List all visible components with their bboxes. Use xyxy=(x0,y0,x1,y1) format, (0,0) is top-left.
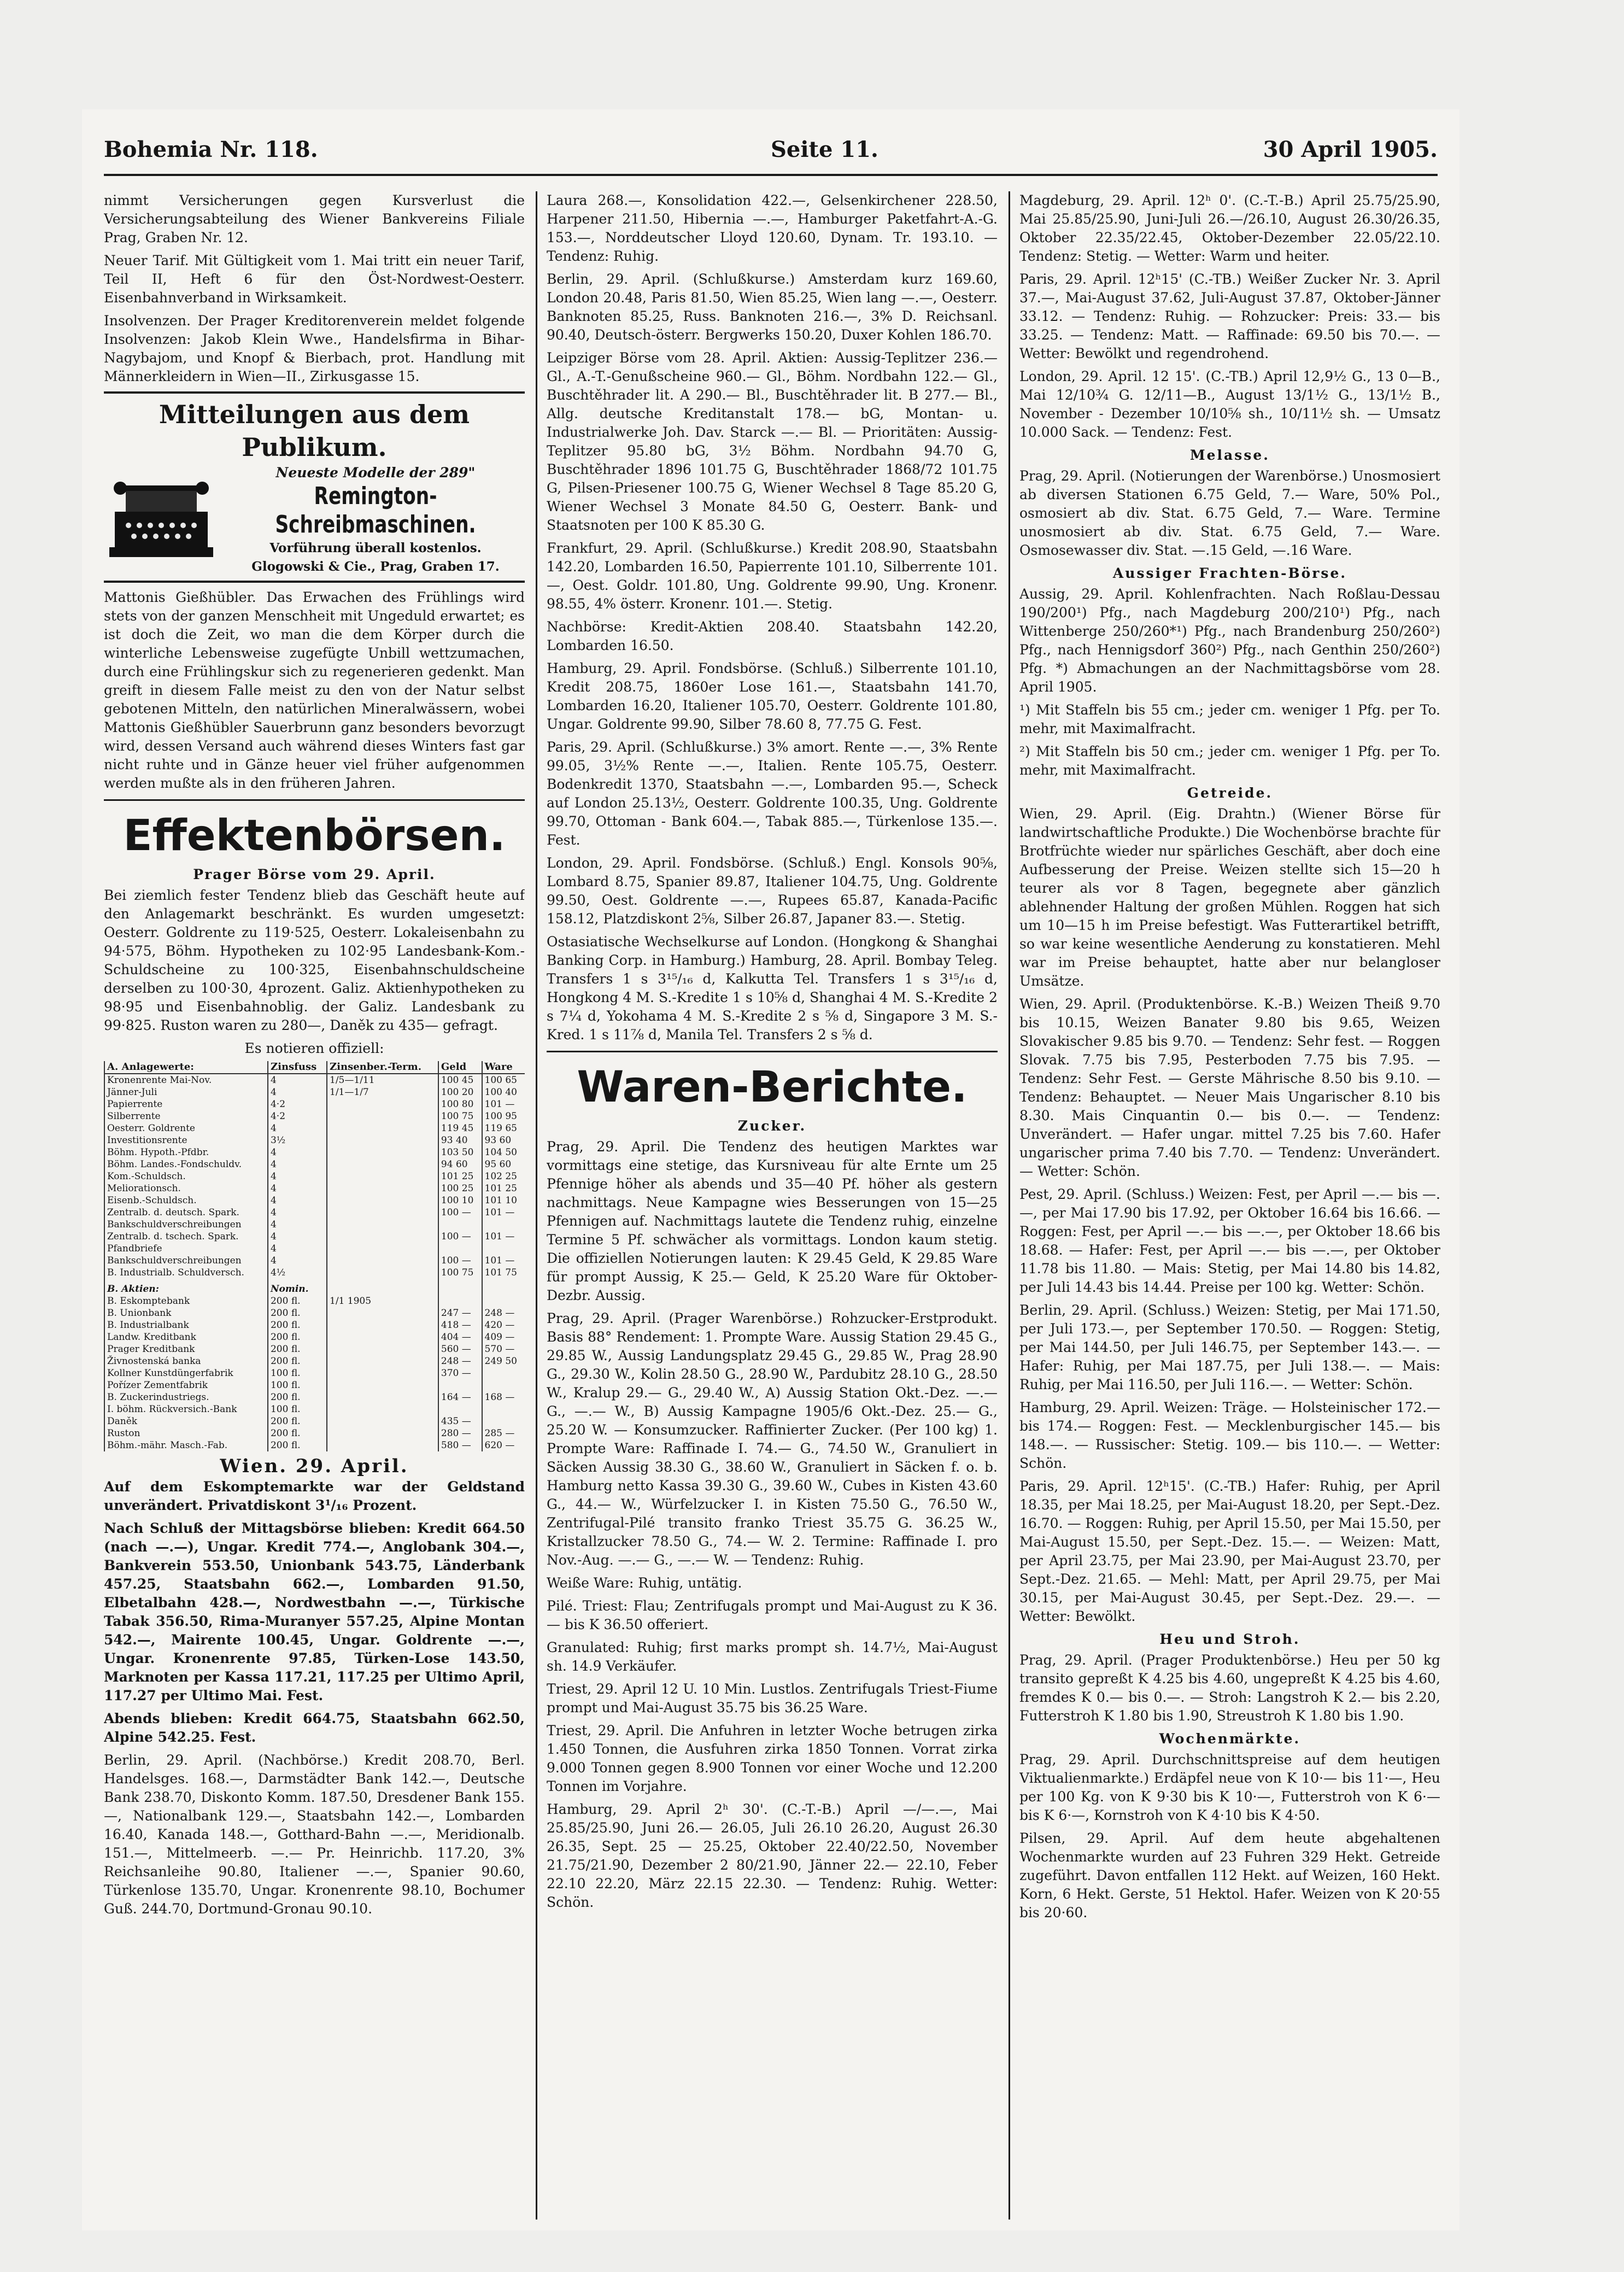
table-cell: 200 fl. xyxy=(268,1391,327,1403)
subsection-title: Melasse. xyxy=(1189,447,1270,463)
table-cell: 409 — xyxy=(482,1331,525,1343)
table-cell xyxy=(482,1379,525,1391)
table-row xyxy=(104,1243,525,1255)
table-cell: 620 — xyxy=(482,1439,525,1451)
paragraph: Paris, 29. April. (Schlußkurse.) 3% amort. Rente —.—, 3% Rente 99.05, 3½% Rente —.—, Italien. Rente 105.75, Oesterr. Bodenkredit 1370, Staatsbahn —.—, Lombarden 95.—, Scheck auf London 25.13½, Oesterr. Goldrente 100.35, Ung. Goldrente 99.70, Ottoman - Bank 604.—, Tabak 885.—, Türkenlose 135.—. Fest. xyxy=(547,739,998,848)
table-cell: 104 50 xyxy=(482,1146,525,1158)
table-row xyxy=(104,1295,525,1307)
table-cell: Oesterr. Goldrente xyxy=(104,1122,268,1134)
subsection-title: Wochenmärkte. xyxy=(1159,1731,1301,1747)
paragraph: Prag, 29. April. Die Tendenz des heutigen Marktes war vormittags eine stetige, das Kursniveau für alte Ernte um 25 Pfennige höher als abends und 35—40 Pf. höher als gestern nachmittags. Neue Kampagne wies Besserungen von 15—25 Pfennigen auf. Nachmittags lautete die Tendenz ruhig, einzelne Termine 5 Pf. schwächer als vormittags. London kaum stetig. Die offiziellen Notierungen lauten: K 29.45 Geld, K 29.85 Ware für prompt Aussig, K 25.— Geld, K 25.20 Ware für Oktober-Dezbr. Aussig. xyxy=(547,1139,998,1303)
table-cell: 1/5—1/11 xyxy=(327,1074,438,1086)
table-row xyxy=(104,1279,525,1295)
paragraph: Nachbörse: Kredit-Aktien 208.40. Staatsbahn 142.20, Lombarden 16.50. xyxy=(547,619,998,653)
table-cell xyxy=(327,1379,438,1391)
table-cell: 1/1 1905 xyxy=(327,1295,438,1307)
paragraph: Weiße Ware: Ruhig, untätig. xyxy=(547,1575,742,1591)
typewriter-icon xyxy=(104,479,219,561)
paragraph: Insolvenzen. Der Prager Kreditorenverein meldet folgende Insolvenzen: Jakob Klein Wwe., Handelsfirma in Bihar-Nagybajom, und Knopf & Bierbach, prot. Handlung mit Männerkleidern in Wien—II., Zirkusgasse 15. xyxy=(104,313,525,384)
table-cell xyxy=(327,1219,438,1231)
table-row xyxy=(104,1231,525,1243)
table-cell: 370 — xyxy=(438,1367,482,1379)
divider xyxy=(547,1051,998,1052)
paragraph: Prag, 29. April. (Prager Warenbörse.) Rohzucker-Erstprodukt. Basis 88° Rendement: 1. Prompte Ware. Aussig Station 29.45 G., 29.85 W., Aussig Landungsplatz 29.45 G., 29.85 W., Prag 28.90 G., 29.30 W., Kolin 28.50 G., 28.90 W., Pardubitz 28.10 G., 28.50 W., Kralup 29.— G., 29.40 W., A) Aussig Station Okt.-Dez. —.— G., —.— W., B) Aussig Kampagne 1905/6 Okt.-Dez. 25.— G., 25.20 W. — Konsumzucker. Raffinierter Zucker. (Per 100 kg) 1. Prompte Ware: Raffinade I. 74.— G., 74.50 W., Granuliert in Säcken Aussig 38.30 G., 38.60 W., Granuliert in Säcken f. o. b. Hamburg netto Kassa 39.30 G., 39.60 W., Cubes in Kisten 43.60 G., 44.— W., Würfelzucker I. in Kisten 75.50 G., 76.50 W., Zentrifugal-Pilé transito franko Triest 35.75 G. 36.25 W., Kristallzucker 78.50 G., 74.— W. 2. Termine: Raffinade I. pro Nov.-Aug. —.— G., —.— W. — Tendenz: Ruhig. xyxy=(547,1310,998,1568)
table-cell xyxy=(327,1146,438,1158)
subsection-title: Zucker. xyxy=(737,1118,807,1134)
table-cell: 101 10 xyxy=(482,1194,525,1207)
table-cell: Pfandbriefe xyxy=(104,1243,268,1255)
table-cell: 200 fl. xyxy=(268,1343,327,1355)
paragraph: Abends blieben: Kredit 664.75, Staatsbahn 662.50, Alpine 542.25. Fest. xyxy=(104,1711,525,1745)
paragraph: Pest, 29. April. (Schluss.) Weizen: Fest, per April —.— bis —.—, per Mai 17.90 bis 17.92, per Oktober 16.64 bis 16.66. — Roggen: Fest, per April —.— bis —.—, per Oktober 18.66 bis 18.68. — Hafer: Fest, per April —.— bis —.—, per Oktober 11.78 bis 11.80. — Mais: Stetig, per Mai 14.80 bis 14.82, per Juli 14.43 bis 14.44. Preise per 100 kg. Wetter: Schön. xyxy=(1019,1186,1440,1295)
table-cell xyxy=(327,1194,438,1207)
table-cell xyxy=(327,1182,438,1194)
table-cell xyxy=(327,1231,438,1243)
table-cell: Bankschuldverschreibungen xyxy=(104,1219,268,1231)
table-cell: 200 fl. xyxy=(268,1319,327,1331)
table-cell: Ruston xyxy=(104,1427,268,1439)
table-cell: 570 — xyxy=(482,1343,525,1355)
table-cell: Zentralb. d. tschech. Spark. xyxy=(104,1231,268,1243)
table-row xyxy=(104,1194,525,1207)
table-row xyxy=(104,1182,525,1194)
table-cell: I. böhm. Rückversich.-Bank xyxy=(104,1403,268,1415)
page-number: Seite 11. xyxy=(771,137,878,162)
table-cell: 200 fl. xyxy=(268,1307,327,1319)
table-cell xyxy=(482,1243,525,1255)
table-cell: 94 60 xyxy=(438,1158,482,1170)
table-cell: 100 40 xyxy=(482,1086,525,1098)
table-header: A. Anlagewerte: xyxy=(104,1061,268,1074)
paragraph: Auf dem Eskomptemarkte war der Geldstand unverändert. Privatdiskont 3¹/₁₆ Prozent. xyxy=(104,1479,525,1513)
table-cell: 4 xyxy=(268,1231,327,1243)
table-body-anlagewerte xyxy=(104,1074,525,1279)
table-row xyxy=(104,1427,525,1439)
paragraph: Berlin, 29. April. (Schlußkurse.) Amsterdam kurz 169.60, London 20.48, Paris 81.50, Wien 85.25, Wien lang —.—, Oesterr. Banknoten 85.25, Russ. Banknoten 216.—, 3% D. Reichsanl. 90.40, Deutsch-österr. Bergwerks 150.20, Duxer Kohlen 186.70. xyxy=(547,271,998,343)
table-cell: Böhm. Hypoth.-Pfdbr. xyxy=(104,1146,268,1158)
paragraph: Pilé. Triest: Flau; Zentrifugals prompt und Mai-August zu K 36.— bis K 36.50 offeriert. xyxy=(547,1598,998,1632)
table-cell: 100 20 xyxy=(438,1086,482,1098)
table-row xyxy=(104,1331,525,1343)
table-row xyxy=(104,1146,525,1158)
table-row xyxy=(104,1110,525,1122)
paragraph: Prag, 29. April. (Prager Produktenbörse.) Heu per 50 kg transito gepreßt K 4.25 bis 4.60, ungepreßt K 4.25 bis 4.60, fremdes K 0.— bis 0.—. — Stroh: Langstroh K 2.— bis 2.20, Futterstroh K 1.80 bis 1.90, Streustroh K 1.80 bis 1.90. xyxy=(1019,1652,1440,1724)
remington-advertisement xyxy=(104,391,525,583)
table-row xyxy=(104,1098,525,1110)
column-2 xyxy=(547,191,998,2220)
table-cell xyxy=(482,1367,525,1379)
paragraph: nimmt Versicherungen gegen Kursverlust die Versicherungsabteilung des Wiener Bankvereins Filiale Prag, Graben Nr. 12. xyxy=(104,192,525,245)
paragraph: Berlin, 29. April. (Schluss.) Weizen: Stetig, per Mai 171.50, per Juli 173.—, per September 170.50. — Roggen: Stetig, per Mai 144.50, per Juli 146.75, per September 143.—. — Hafer: Ruhig, per Mai 187.75, per Juli 138.—. — Mais: Ruhig, per Mai 116.50, per Juli 116.—. — Wetter: Schön. xyxy=(1019,1302,1440,1392)
table-cell: 4·2 xyxy=(268,1098,327,1110)
table-cell: 101 75 xyxy=(482,1267,525,1279)
table-cell: 4 xyxy=(268,1146,327,1158)
table-cell xyxy=(327,1319,438,1331)
table-cell xyxy=(327,1207,438,1219)
paragraph: Nach Schluß der Mittagsbörse blieben: Kredit 664.50 (nach —.—), Ungar. Kredit 774.—, Anglobank 304.—, Bankverein 553.50, Unionbank 543.75, Länderbank 457.25, Staatsbahn 662.—, Lombarden 91.50, Elbetalbahn 428.—, Nordwestbahn —.—, Türkische Tabak 356.50, Rima-Muranyer 557.25, Alpine Montan 542.—, Mairente 100.45, Ungar. Goldrente —.—, Ungar. Kronenrente 97.85, Türken-Lose 143.50, Marknoten per Kassa 117.21, 117.25 per Ultimo April, 117.27 per Ultimo Mai. Fest. xyxy=(104,1520,525,1703)
section-title-effektenboersen: Effektenbörsen. xyxy=(123,811,506,860)
table-row xyxy=(104,1134,525,1146)
newspaper-page xyxy=(82,109,1459,2230)
table-row xyxy=(104,1355,525,1367)
table-cell: 100 65 xyxy=(482,1074,525,1086)
table-cell: B. Unionbank xyxy=(104,1307,268,1319)
table-cell xyxy=(438,1379,482,1391)
subsection-title: Getreide. xyxy=(1187,785,1273,801)
paragraph: Hamburg, 29. April. Fondsbörse. (Schluß.) Silberrente 101.10, Kredit 208.75, 1860er Lose 161.—, Staatsbahn 141.70, Lombarden 16.20, Italiener 105.70, Oesterr. Goldrente 101.80, Ungar. Goldrente 99.90, Silber 78.60 8, 77.75 G. Fest. xyxy=(547,660,998,732)
table-cell: 247 — xyxy=(438,1307,482,1319)
table-cell: 119 65 xyxy=(482,1122,525,1134)
table-cell xyxy=(327,1134,438,1146)
table-cell: Prager Kreditbank xyxy=(104,1343,268,1355)
table-cell: Papierrente xyxy=(104,1098,268,1110)
table-cell: 93 60 xyxy=(482,1134,525,1146)
table-cell: 95 60 xyxy=(482,1158,525,1170)
table-cell: B. Aktien: xyxy=(104,1279,268,1295)
table-row xyxy=(104,1170,525,1182)
table-cell xyxy=(327,1439,438,1451)
quotation-table xyxy=(104,1061,525,1451)
paragraph: Prag, 29. April. Durchschnittspreise auf dem heutigen Viktualienmarkte.) Erdäpfel neue von K 10·— bis 11·—, Heu per 100 Kg. von K 9·30 bis K 10·—, Futterstroh von K 6·— bis K 6·—, Kornstroh von K 4·10 bis K 4·50. xyxy=(1019,1752,1440,1823)
table-cell: 285 — xyxy=(482,1427,525,1439)
table-cell: 200 fl. xyxy=(268,1295,327,1307)
table-cell: Zentralb. d. deutsch. Spark. xyxy=(104,1207,268,1219)
paragraph: London, 29. April. Fondsbörse. (Schluß.) Engl. Konsols 90⅝, Lombard 8.75, Spanier 89.87, Italiener 104.75, Ung. Goldrente 99.50, Oest. Goldrente —.—, Rupees 65.87, Kanada-Pacific 158.12, Platzdiskont 2⅝, Silber 26.87, Japaner 83.—. Stetig. xyxy=(547,855,998,927)
table-cell xyxy=(438,1295,482,1307)
table-cell xyxy=(327,1355,438,1367)
table-cell: 101 — xyxy=(482,1231,525,1243)
table-cell: Eisenb.-Schuldsch. xyxy=(104,1194,268,1207)
table-cell: 4 xyxy=(268,1074,327,1086)
table-cell xyxy=(327,1267,438,1279)
table-cell: 4 xyxy=(268,1182,327,1194)
table-row xyxy=(104,1415,525,1427)
paragraph: Wien, 29. April. (Produktenbörse. K.-B.) Weizen Theiß 9.70 bis 10.15, Weizen Banater 9.80 bis 9.65, Weizen Slovakischer 9.85 bis 9.70. — Tendenz: Sehr fest. — Roggen Slovak. 7.75 bis 7.95, Pesterboden 7.75 bis 7.95. — Tendenz: Sehr Fest. — Gerste Mährische 8.50 bis 9.10. — Tendenz: Behauptet. — Neuer Mais Ungarischer 8.10 bis 8.30. Mais Cinquantin 0.— bis 0.—. — Tendenz: Unverändert. — Hafer ungar. mittel 7.25 bis 7.60. Hafer ungarischer prima 7.40 bis 7.70. — Tendenz: Unverändert. — Wetter: Schön. xyxy=(1019,996,1440,1179)
masthead-left: Bohemia Nr. 118. xyxy=(104,137,318,162)
table-cell: Kronenrente Mai-Nov. xyxy=(104,1074,268,1086)
table-cell: 200 fl. xyxy=(268,1331,327,1343)
table-cell: Pořízer Zementfabrik xyxy=(104,1379,268,1391)
table-header: Zinsenber.-Term. xyxy=(327,1061,438,1074)
table-cell: 100 25 xyxy=(438,1182,482,1194)
table-cell: 100 75 xyxy=(438,1110,482,1122)
table-cell: 580 — xyxy=(438,1439,482,1451)
table-header: Ware xyxy=(482,1061,525,1074)
issue-date: 30 April 1905. xyxy=(1263,137,1438,162)
table-cell xyxy=(327,1307,438,1319)
column-3 xyxy=(1019,191,1440,2220)
table-cell xyxy=(438,1279,482,1295)
table-cell: 420 — xyxy=(482,1319,525,1331)
table-cell: 100 80 xyxy=(438,1098,482,1110)
table-cell: 101 — xyxy=(482,1207,525,1219)
table-cell: B. Eskomptebank xyxy=(104,1295,268,1307)
table-cell: Investitionsrente xyxy=(104,1134,268,1146)
table-row xyxy=(104,1255,525,1267)
table-cell: 100 10 xyxy=(438,1194,482,1207)
table-cell xyxy=(482,1415,525,1427)
table-cell: B. Industrialbank xyxy=(104,1319,268,1331)
table-cell xyxy=(327,1170,438,1182)
table-cell xyxy=(438,1243,482,1255)
table-row xyxy=(104,1267,525,1279)
paragraph: Laura 268.—, Konsolidation 422.—, Gelsenkirchener 228.50, Harpener 211.50, Hibernia —.—, Hamburger Paketfahrt-A.-G. 153.—, Norddeutscher Lloyd 120.60, Dynam. Tr. 193.10. — Tendenz: Ruhig. xyxy=(547,192,998,264)
page-header xyxy=(104,131,1438,169)
table-row xyxy=(104,1379,525,1391)
paragraph: Hamburg, 29. April 2ʰ 30'. (C.-T.-B.) April —/—.—, Mai 25.85/25.90, Juni 26.— 26.05, Juli 26.10 26.20, August 26.30 26.35, Sept. 25 — 25.25, Oktober 22.40/22.50, November 21.75/21.90, Dezember 2 80/21.90, Jänner 22.— 22.10, Feber 22.10 22.20, März 22.15 22.30. — Tendenz: Ruhig. Wetter: Schön. xyxy=(547,1801,998,1910)
table-cell: 164 — xyxy=(438,1391,482,1403)
table-cell: 4 xyxy=(268,1243,327,1255)
table-cell: 418 — xyxy=(438,1319,482,1331)
table-row xyxy=(104,1319,525,1331)
table-cell: 200 fl. xyxy=(268,1439,327,1451)
column-1 xyxy=(104,191,525,2220)
table-row xyxy=(104,1158,525,1170)
table-cell: 4 xyxy=(268,1122,327,1134)
ad-headline: Remington-Schreibmaschinen. xyxy=(275,482,476,538)
table-cell: 4·2 xyxy=(268,1110,327,1122)
table-header: Geld xyxy=(438,1061,482,1074)
paragraph: Magdeburg, 29. April. 12ʰ 0'. (C.-T.-B.) April 25.75/25.90, Mai 25.85/25.90, Juni-Juli 26.—/26.10, August 26.30/26.35, Oktober 22.35/22.45, Oktober-Dezember 22.05/22.10. Tendenz: Stetig. — Wetter: Warm und heiter. xyxy=(1019,192,1440,264)
paragraph: Aussig, 29. April. Kohlenfrachten. Nach Roßlau-Dessau 190/200¹) Pfg., nach Magdeburg 200/210¹) Pfg., nach Wittenberge 250/260*¹) Pfg., nach Brandenburg 250/260²) Pfg., nach Hennigsdorf 360²) Pfg., nach Genthin 250/260²) Pfg. *) Abmachungen an der Nachmittagsbörse vom 28. April 1905. xyxy=(1019,586,1440,695)
table-cell: Živnostenská banka xyxy=(104,1355,268,1367)
paragraph: Bei ziemlich fester Tendenz blieb das Geschäft heute auf den Anlagemarkt beschränkt. Es wurden umgesetzt: Oesterr. Goldrente zu 119·525, Oesterr. Lokaleisenbahn zu 94·575, Böhm. Hypotheken zu 102·95 Landesbank-Kom.-Schuldscheine zu 100·325, Eisenbahnschuldscheine derselben zu 100·30, 4prozent. Galiz. Aktienhypotheken zu 98·95 und Eisenbahnoblig. der Galiz. Landesbank zu 99·825. Ruston waren zu 280—, Daněk zu 435— gefragt. xyxy=(104,887,525,1033)
table-cell xyxy=(327,1255,438,1267)
table-cell: 100 — xyxy=(438,1231,482,1243)
table-cell: 248 — xyxy=(482,1307,525,1319)
table-cell: 4 xyxy=(268,1170,327,1182)
table-cell xyxy=(482,1295,525,1307)
table-row xyxy=(104,1343,525,1355)
subsection-title: Heu und Stroh. xyxy=(1159,1631,1300,1647)
table-cell: 100 75 xyxy=(438,1267,482,1279)
subsection-title: Wien. 29. April. xyxy=(220,1455,409,1477)
table-cell: Jänner-Juli xyxy=(104,1086,268,1098)
table-cell xyxy=(327,1098,438,1110)
table-cell xyxy=(482,1279,525,1295)
table-cell: 4½ xyxy=(268,1267,327,1279)
table-row xyxy=(104,1391,525,1403)
paragraph: Granulated: Ruhig; first marks prompt sh. 14.7½, Mai-August sh. 14.9 Verkäufer. xyxy=(547,1639,998,1674)
table-cell: 200 fl. xyxy=(268,1355,327,1367)
table-cell xyxy=(327,1331,438,1343)
ad-line: Vorführung überall kostenlos. xyxy=(269,541,482,555)
table-cell xyxy=(482,1219,525,1231)
subsection-title: Aussiger Frachten-Börse. xyxy=(1112,565,1347,581)
header-rule xyxy=(104,174,1438,176)
table-cell: 103 50 xyxy=(438,1146,482,1158)
table-row xyxy=(104,1086,525,1098)
table-cell: 4 xyxy=(268,1086,327,1098)
section-title-waren-berichte: Waren-Berichte. xyxy=(577,1063,968,1112)
table-cell xyxy=(327,1391,438,1403)
table-cell: 404 — xyxy=(438,1331,482,1343)
table-row xyxy=(104,1219,525,1231)
paragraph: Triest, 29. April. Die Anfuhren in letzter Woche betrugen zirka 1.450 Tonnen, die Ausfuhren zirka 1850 Tonnen. Vorrat zirka 9.000 Tonnen gegen 8.900 Tonnen vor einer Woche und 12.200 Tonnen im Vorjahre. xyxy=(547,1723,998,1794)
paragraph: London, 29. April. 12 15'. (C.-TB.) April 12,9½ G., 13 0—B., Mai 12/10¾ G. 12/11—B., August 13/1½ G., 13/1½ B., November - Dezember 10/10⅝ sh., 10/11½ sh. — Umsatz 10.000 Sack. — Tendenz: Fest. xyxy=(1019,368,1440,440)
table-cell: 93 40 xyxy=(438,1134,482,1146)
table-cell: 248 — xyxy=(438,1355,482,1367)
table-cell: 101 — xyxy=(482,1098,525,1110)
paragraph: Leipziger Börse vom 28. April. Aktien: Aussig-Teplitzer 236.— Gl., A.-T.-Genußscheine 960.— Gl., Böhm. Nordbahn 122.— Gl., Buschtěhrader lit. A 290.— Bl., Buschtěhrader lit. B 277.— Bl., Allg. deutsche Kreditanstalt 178.— bG, Montan- u. Industrialwerke Joh. Dav. Starck —.— Bl. — Prioritäten: Aussig-Teplitzer 95.80 bG, 3½ Böhm. Nordbahn 94.70 G, Buschtěhrader 1896 101.75 G, Buschtěhrader 1868/72 101.75 G, Pilsen-Priesener 100.75 G, Wiener Wechsel 8 Tage 85.20 G, Wiener Wechsel 3 Monate 84.50 G, Oesterr. Bank- und Staatsnoten per 100 K 85.30 G. xyxy=(547,350,998,533)
table-cell xyxy=(327,1110,438,1122)
table-body-aktien xyxy=(104,1295,525,1451)
table-cell xyxy=(438,1219,482,1231)
table-cell: Böhm. Landes.-Fondschuldv. xyxy=(104,1158,268,1170)
paragraph: ²) Mit Staffeln bis 50 cm.; jeder cm. weniger 1 Pfg. per To. mehr, mit Maximalfracht. xyxy=(1019,743,1440,778)
table-cell: Bankschuldverschreibungen xyxy=(104,1255,268,1267)
divider xyxy=(104,799,525,801)
table-cell: 4 xyxy=(268,1255,327,1267)
table-cell: 101 25 xyxy=(438,1170,482,1182)
ad-address: Glogowski & Cie., Prag, Graben 17. xyxy=(251,559,500,574)
paragraph: Paris, 29. April. 12ʰ15' (C.-TB.) Weißer Zucker Nr. 3. April 37.—, Mai-August 37.62, Juli-August 37.87, Oktober-Jänner 33.12. — Tendenz: Ruhig. — Rohzucker: Preis: 33.— bis 33.25. — Tendenz: Matt. — Raffinade: 69.50 bis 70.—. — Wetter: Bewölkt und regendrohend. xyxy=(1019,271,1440,361)
ad-line: Neueste Modelle der 289" xyxy=(275,465,476,481)
table-cell: Meliorationsch. xyxy=(104,1182,268,1194)
table-cell: 100 — xyxy=(438,1255,482,1267)
table-cell: B. Zuckerindustriegs. xyxy=(104,1391,268,1403)
paragraph: Hamburg, 29. April. Weizen: Träge. — Holsteinischer 172.— bis 174.— Roggen: Fest. — Mecklenburgischer 145.— bis 148.—. — Russischer: Stetig. 109.— bis 110.—. — Wetter: Schön. xyxy=(1019,1399,1440,1471)
table-cell: 102 25 xyxy=(482,1170,525,1182)
table-cell: 100 fl. xyxy=(268,1367,327,1379)
table-cell xyxy=(327,1243,438,1255)
table-row xyxy=(104,1439,525,1451)
table-row xyxy=(104,1307,525,1319)
table-cell: 100 45 xyxy=(438,1074,482,1086)
table-cell: 4 xyxy=(268,1207,327,1219)
paragraph: Prag, 29. April. (Notierungen der Warenbörse.) Unosmosiert ab diversen Stationen 6.75 Geld, 7.— Ware, 50% Pol., osmosiert ab div. Stat. 6.75 Geld, 7.— Ware. Termine unosmosiert ab div. Stat. 6.75 Geld, 7.— Ware. Osmosewasser div. Stat. —.15 Geld, —.16 Ware. xyxy=(1019,468,1440,558)
table-caption: Es notieren offiziell: xyxy=(244,1040,384,1056)
table-row xyxy=(104,1122,525,1134)
table-cell: 3½ xyxy=(268,1134,327,1146)
table-cell: 4 xyxy=(268,1194,327,1207)
table-cell: Silberrente xyxy=(104,1110,268,1122)
table-header: Zinsfuss xyxy=(268,1061,327,1074)
table-cell: 101 25 xyxy=(482,1182,525,1194)
table-cell xyxy=(327,1403,438,1415)
table-cell: 4 xyxy=(268,1219,327,1231)
paragraph: Pilsen, 29. April. Auf dem heute abgehaltenen Wochenmarkte wurden auf 23 Fuhren 329 Hekt. Getreide zugeführt. Davon entfallen 112 Hekt. auf Weizen, 160 Hekt. Korn, 6 Hekt. Gerste, 51 Hektol. Hafer. Weizen von K 20·55 bis 20·60. xyxy=(1019,1830,1440,1920)
table-cell: 100 — xyxy=(438,1207,482,1219)
ad-title: Mitteilungen aus dem Publikum. xyxy=(159,400,470,462)
table-cell xyxy=(438,1403,482,1415)
table-cell: Landw. Kreditbank xyxy=(104,1331,268,1343)
paragraph: Mattonis Gießhübler. Das Erwachen des Frühlings wird stets von der ganzen Menschheit mit Ungeduld erwartet; es ist doch die Zeit, wo man die dem Körper durch die winterliche Lebensweise zugefügte Unbill wettzumachen, durch eine Frühlingskur sich zu regenerieren gedenkt. Man greift in diesem Falle meist zu den von der Natur selbst gebotenen Mitteln, den natürlichen Mineralwässern, wobei Mattonis Gießhübler Sauerbrunn ganz besonders bevorzugt wird, dessen Versand auch während dieses Winters fast gar nicht ruhte und in Gänze heuer viel früher aufgenommen werden mußte als in den früheren Jahren. xyxy=(104,589,525,791)
table-cell: 100 fl. xyxy=(268,1403,327,1415)
table-cell: 101 — xyxy=(482,1255,525,1267)
paragraph: Frankfurt, 29. April. (Schlußkurse.) Kredit 208.90, Staatsbahn 142.20, Lombarden 16.50, Papierrente 101.10, Silberrente 101.—, Oest. Goldr. 101.80, Ung. Goldrente 99.90, Ung. Kronenr. 98.55, 4% österr. Kronenr. 101.—. Stetig. xyxy=(547,540,998,612)
table-cell: 249 50 xyxy=(482,1355,525,1367)
table-cell xyxy=(327,1415,438,1427)
table-cell xyxy=(327,1122,438,1134)
paragraph: Berlin, 29. April. (Nachbörse.) Kredit 208.70, Berl. Handelsges. 168.—, Darmstädter Bank 142.—, Deutsche Bank 238.70, Diskonto Komm. 187.50, Dresdener Bank 155.—, Nationalbank 129.—, Staatsbahn 142.—, Lombarden 16.40, Kanada 148.—, Gotthard-Bahn —.—, Meridionalb. 151.—, Mittelmeerb. —.— Pr. Heinrichb. 117.20, 3% Reichsanleihe 90.80, Italiener —.—, Spanier 90.60, Türkenlose 135.70, Ungar. Kronenrente 98.10, Bochumer Guß. 244.70, Dortmund-Gronau 90.10. xyxy=(104,1752,525,1917)
column-rule-2 xyxy=(1009,191,1010,2220)
table-cell: Kom.-Schuldsch. xyxy=(104,1170,268,1182)
table-cell: 168 — xyxy=(482,1391,525,1403)
table-cell: 200 fl. xyxy=(268,1415,327,1427)
paragraph: ¹) Mit Staffeln bis 55 cm.; jeder cm. weniger 1 Pfg. per To. mehr, mit Maximalfracht. xyxy=(1019,702,1440,736)
table-row xyxy=(104,1367,525,1379)
table-cell: Böhm.-mähr. Masch.-Fab. xyxy=(104,1439,268,1451)
table-cell: 100 95 xyxy=(482,1110,525,1122)
table-cell: B. Industrialb. Schuldversch. xyxy=(104,1267,268,1279)
paragraph: Wien, 29. April. (Eig. Drahtn.) (Wiener Börse für landwirtschaftliche Produkte.) Die Wochenbörse brachte für Brotfrüchte wieder nur spärliches Geschäft, aber doch eine Aufbesserung der Preise. Weizen stellte sich 15—20 h teurer als vor 8 Tagen, begegnete aber gänzlich ablehnender Haltung der großen Mühlen. Roggen hat sich um 10—15 h im Preise befestigt. Was Futterartikel betrifft, so war keine wesentliche Aenderung zu konstatieren. Mehl war im Preise behauptet, hatte aber nur belangloser Umsätze. xyxy=(1019,806,1440,989)
table-cell xyxy=(327,1343,438,1355)
table-row xyxy=(104,1207,525,1219)
table-row xyxy=(104,1403,525,1415)
table-cell: Daněk xyxy=(104,1415,268,1427)
table-cell: 1/1—1/7 xyxy=(327,1086,438,1098)
table-cell xyxy=(482,1403,525,1415)
table-cell xyxy=(327,1279,438,1295)
table-cell: 435 — xyxy=(438,1415,482,1427)
subsection-title: Prager Börse vom 29. April. xyxy=(193,866,436,882)
table-cell xyxy=(327,1158,438,1170)
table-cell: Kollner Kunstdüngerfabrik xyxy=(104,1367,268,1379)
table-cell: Nomin. xyxy=(268,1279,327,1295)
table-cell: 200 fl. xyxy=(268,1427,327,1439)
table-row xyxy=(104,1074,525,1086)
column-rule-1 xyxy=(536,191,537,2220)
table-cell: 560 — xyxy=(438,1343,482,1355)
paragraph: Paris, 29. April. 12ʰ15'. (C.-TB.) Hafer: Ruhig, per April 18.35, per Mai 18.25, per Mai-August 18.20, per Sept.-Dez. 16.70. — Roggen: Ruhig, per April 15.50, per Mai 15.50, per Mai-August 15.50, per Sept.-Dez. 15.—. — Weizen: Matt, per April 23.75, per Mai 23.90, per Mai-August 23.70, per Sept.-Dez. 21.65. — Mehl: Matt, per April 29.75, per Mai 30.15, per Mai-August 30.45, per Sept.-Dez. 29.—. — Wetter: Bewölkt. xyxy=(1019,1478,1440,1624)
table-cell: 119 45 xyxy=(438,1122,482,1134)
table-cell xyxy=(327,1367,438,1379)
table-cell xyxy=(327,1427,438,1439)
table-cell: 280 — xyxy=(438,1427,482,1439)
paragraph: Neuer Tarif. Mit Gültigkeit vom 1. Mai tritt ein neuer Tarif, Teil II, Heft 6 für den Öst-Nordwest-Oesterr. Eisenbahnverband in Wirksamkeit. xyxy=(104,253,525,306)
table-cell: 100 fl. xyxy=(268,1379,327,1391)
paragraph: Ostasiatische Wechselkurse auf London. (Hongkong & Shanghai Banking Corp. in Hamburg.) Hamburg, 28. April. Bombay Teleg. Transfers 1 s 3¹⁵/₁₆ d, Kalkutta Tel. Transfers 1 s 3¹⁵/₁₆ d, Hongkong 4 M. S.-Kredite 1 s 10⅝ d, Shanghai 4 M. S.-Kredite 2 s 7¼ d, Yokohama 4 M. S.-Kredite 2 s ⅝ d, Singapore 3 M. S.-Kred. 1 s 11⅞ d, Manila Tel. Transfers 2 s ⅝ d. xyxy=(547,934,998,1043)
paragraph: Triest, 29. April 12 U. 10 Min. Lustlos. Zentrifugals Triest-Fiume prompt und Mai-August 35.75 bis 36.25 Ware. xyxy=(547,1681,998,1715)
table-cell: 4 xyxy=(268,1158,327,1170)
